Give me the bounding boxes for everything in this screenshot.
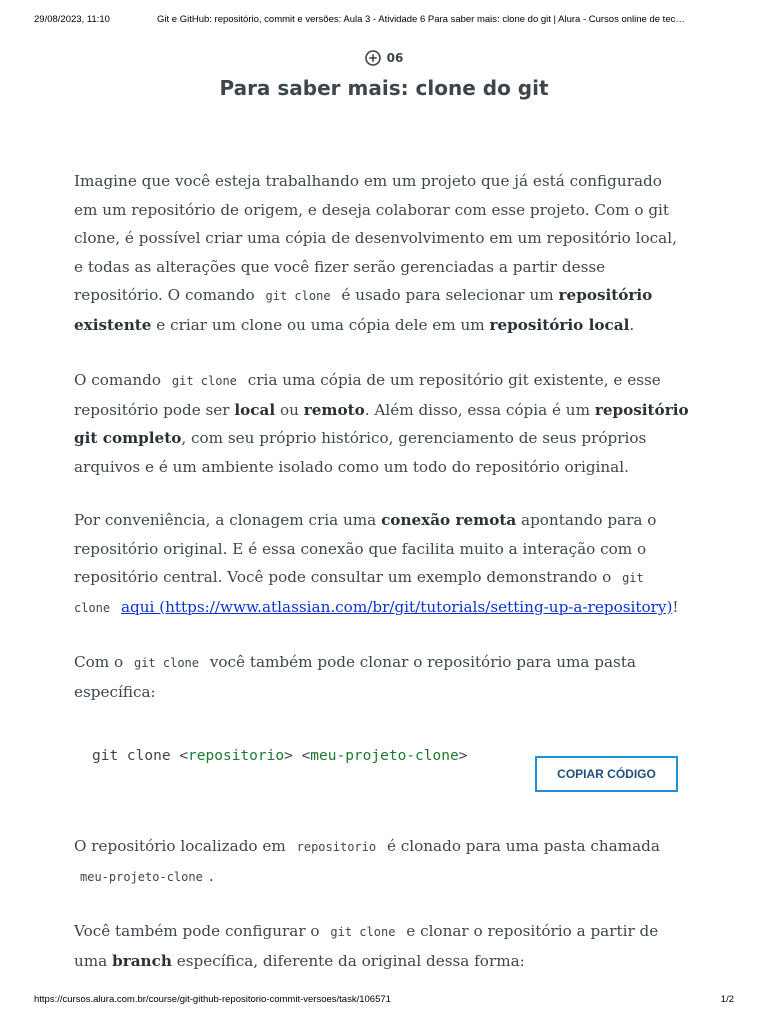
inline-code: git clone <box>265 289 331 304</box>
text-line: Você também pode configurar o git clone e clonar o repositório a partir de <box>74 922 659 940</box>
paragraph-remote-connection <box>74 506 696 622</box>
plus-circle-icon <box>365 50 381 66</box>
bold-term: branch <box>112 951 172 970</box>
bold-term: local <box>234 400 276 419</box>
bold-term: repositório local <box>489 315 630 334</box>
copy-code-button[interactable]: COPIAR CÓDIGO <box>535 756 678 792</box>
text-line: O comando git clone cria uma cópia de um repositório git existente, e esse <box>74 371 661 389</box>
print-page-title: Git e GitHub: repositório, commit e versões: Aula 3 - Atividade 6 Para saber mais: clone do git | Alura - Cursos online de tec… <box>157 14 685 25</box>
text-line: e todas as alterações que você fizer serão gerenciadas a partir desse <box>74 257 606 276</box>
inline-code: clone <box>74 600 111 615</box>
inline-code: git clone <box>330 925 396 939</box>
paragraph-intro <box>74 167 696 340</box>
print-page-number: 1/2 <box>720 994 734 1005</box>
activity-number <box>0 50 768 66</box>
inline-code: git clone <box>133 656 199 670</box>
bold-term: conexão remota <box>381 511 517 529</box>
page-title: Para saber mais: clone do git <box>219 76 549 100</box>
inline-code: meu-projeto-clone <box>80 869 203 884</box>
text-line: clone, é possível criar uma cópia de desenvolvimento em um repositório local, <box>74 229 677 248</box>
code-argument: repositorio <box>188 748 285 764</box>
text-line: repositório pode ser local ou remoto. Além disso, essa cópia é um repositório <box>74 400 689 419</box>
bold-term: git completo <box>74 429 182 448</box>
bold-term: repositório <box>594 400 689 419</box>
text-line: específica: <box>74 682 156 701</box>
text-line: Por conveniência, a clonagem cria uma conexão remota apontando para o <box>74 511 657 529</box>
inline-code: git clone <box>171 374 237 388</box>
text-line: existente e criar um clone ou uma cópia dele em um repositório local. <box>74 315 635 334</box>
paragraph-specific-folder <box>74 648 696 706</box>
inline-code: repositorio <box>296 840 377 854</box>
code-block: git clone <repositorio> <meu-projeto-clone> <box>92 748 468 764</box>
text-line: arquivos e é um ambiente isolado como um todo do repositório original. <box>74 457 629 476</box>
bold-term: repositório <box>558 286 653 305</box>
text-line: clone aqui (https://www.atlassian.com/br/git/tutorials/setting-up-a-repository)! <box>74 597 679 616</box>
paragraph-branch <box>74 917 696 975</box>
text-line: meu-projeto-clone . <box>74 862 696 892</box>
print-url: https://cursos.alura.com.br/course/git-github-repositorio-commit-versoes/task/106571 <box>34 994 391 1005</box>
inline-code: git <box>622 571 644 586</box>
text-line: uma branch específica, diferente da original dessa forma: <box>74 951 525 970</box>
text-line: em um repositório de origem, e deseja colaborar com esse projeto. Com o git <box>74 200 669 219</box>
text-line: Com o git clone você também pode clonar o repositório para uma pasta <box>74 653 636 671</box>
print-datetime: 29/08/2023, 11:10 <box>34 14 110 25</box>
activity-number-label: 06 <box>386 51 404 65</box>
code-command: git clone <box>92 748 171 764</box>
atlassian-tutorial-link[interactable]: aqui (https://www.atlassian.com/br/git/tutorials/setting-up-a-repository) <box>120 597 673 616</box>
text-line: repositório. O comando git clone é usado para selecionar um repositório <box>74 286 653 305</box>
text-line: O repositório localizado em repositorio é clonado para uma pasta chamada <box>74 837 660 855</box>
text-line: git completo, com seu próprio histórico, gerenciamento de seus próprios <box>74 429 647 448</box>
bold-term: remoto <box>303 400 365 419</box>
text-line: Imagine que você esteja trabalhando em um projeto que já está configurado <box>74 172 662 190</box>
code-argument: meu-projeto-clone <box>310 748 459 764</box>
text-line: repositório original. E é essa conexão que facilita muito a interação com o <box>74 539 647 558</box>
bold-term: existente <box>74 315 152 334</box>
print-footer <box>34 994 734 1008</box>
print-header <box>34 14 734 28</box>
paragraph-clone-result <box>74 832 696 891</box>
text-line: repositório central. Você pode consultar um exemplo demonstrando o git <box>74 563 696 593</box>
paragraph-clone-description <box>74 366 696 481</box>
